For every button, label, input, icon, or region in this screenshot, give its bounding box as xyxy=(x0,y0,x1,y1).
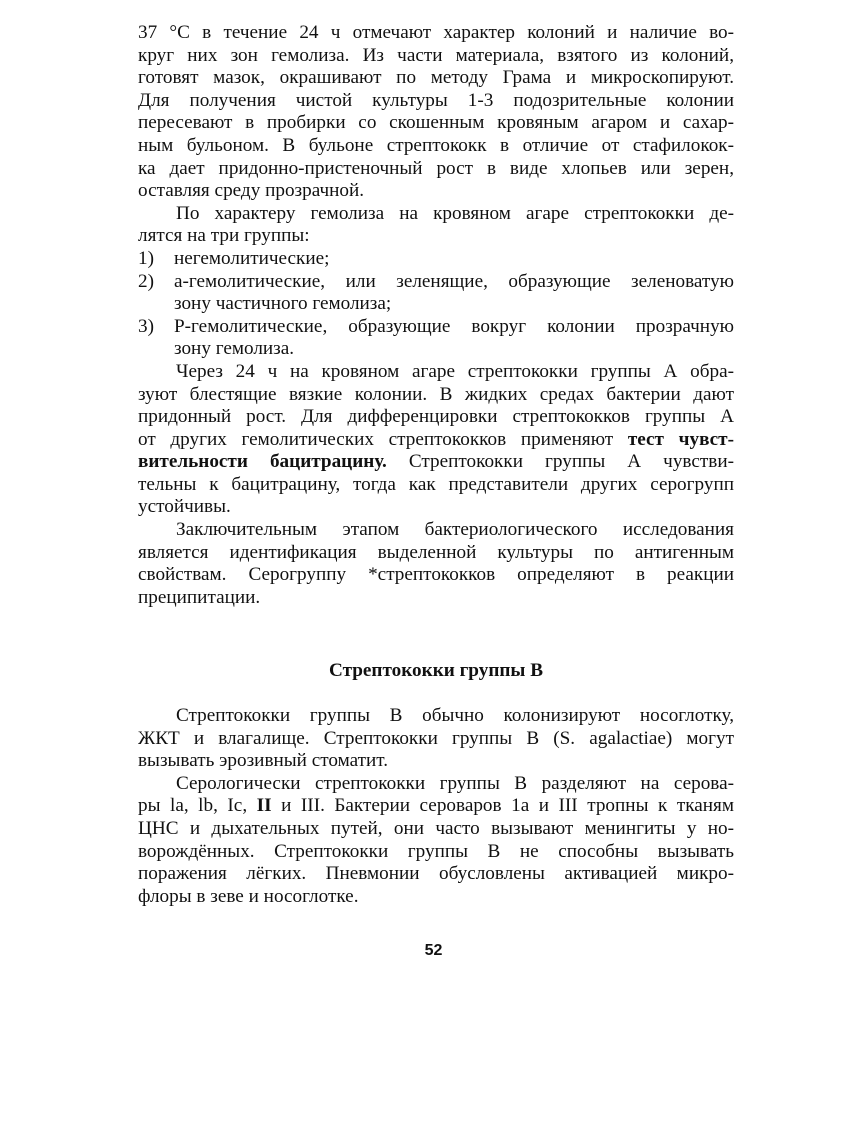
text-line: является идентификация выделенной культуры по антигенным xyxy=(138,541,734,563)
text-line: вызывать эрозивный стоматит. xyxy=(138,750,389,772)
list-item-number: 2) xyxy=(138,270,154,292)
list-item-number: 1) xyxy=(138,247,154,269)
list-item-text: а-гемолитические, или зеленящие, образующие зеленоватую xyxy=(174,270,734,292)
text-line xyxy=(138,795,734,818)
text-line xyxy=(138,429,734,452)
bold-term: II xyxy=(256,795,272,817)
text-run: от других гемолитических стрептококков применяют xyxy=(138,428,628,450)
page-body xyxy=(138,22,734,908)
text-line: придонный рост. Для дифференцировки стрептококков группы А xyxy=(138,406,734,428)
list-item xyxy=(138,316,734,339)
list-item xyxy=(138,271,734,294)
bold-term: тест чувст- xyxy=(627,428,734,450)
text-line: тельны к бацитрацину, тогда как представители других серогрупп xyxy=(138,473,734,495)
text-line: готовят мазок, окрашивают по методу Грама и микроскопируют. xyxy=(138,67,734,89)
text-line: ЖКТ и влагалище. Стрептококки группы В (S. agalactiae) могут xyxy=(138,727,734,749)
list-item-continuation: зону частичного гемолиза; xyxy=(174,293,392,315)
text-line: поражения лёгких. Пневмонии обусловлены активацией микро- xyxy=(138,863,734,885)
text-line: По характеру гемолиза на кровяном агаре стрептококки де- xyxy=(176,202,734,224)
text-line: преципитации. xyxy=(138,586,261,608)
list-item-text: негемолитические; xyxy=(174,247,330,269)
text-line: оставляя среду прозрачной. xyxy=(138,180,365,202)
page-number: 52 xyxy=(424,942,443,959)
list-item xyxy=(138,248,734,271)
text-line: Для получения чистой культуры 1-3 подозрительные колонии xyxy=(138,89,734,111)
hemolysis-group-list xyxy=(138,248,734,361)
list-item-text: Р-гемолитические, образующие вокруг колонии прозрачную xyxy=(174,315,734,337)
text-line: устойчивы. xyxy=(138,496,231,518)
text-line: ным бульоном. В бульоне стрептококк в отличие от стафилокок- xyxy=(138,134,734,156)
text-run: ры la, lb, Ic, xyxy=(138,795,257,817)
text-line: свойствам. Серогруппу *стрептококков определяют в реакции xyxy=(138,564,734,586)
text-line: пересевают в пробирки со скошенным кровяным агаром и сахар- xyxy=(138,112,734,134)
text-line: 37 °С в течение 24 ч отмечают характер колоний и наличие во- xyxy=(138,22,734,43)
paragraph xyxy=(138,203,734,248)
paragraph xyxy=(138,773,734,909)
paragraph xyxy=(138,22,734,203)
text-line: лятся на три группы: xyxy=(138,225,310,247)
list-item-number: 3) xyxy=(138,315,154,337)
text-line: Заключительным этапом бактериологического исследования xyxy=(176,519,734,541)
text-run: и III. Бактерии сероваров 1а и III тропны к тканям xyxy=(271,795,734,817)
text-line: круг них зон гемолиза. Из части материала, взятого из колоний, xyxy=(138,44,734,66)
text-line: ка дает придонно-пристеночный рост в виде хлопьев или зерен, xyxy=(138,157,734,179)
text-line: Серологически стрептококки группы В разделяют на серова- xyxy=(176,772,734,794)
text-line: флоры в зеве и носоглотке. xyxy=(138,885,359,907)
section-heading: Стрептококки группы В xyxy=(328,660,544,682)
text-line: Стрептококки группы В обычно колонизируют носоглотку, xyxy=(176,705,734,727)
text-run: Стрептококки группы А чувстви- xyxy=(386,451,734,473)
text-line: зуют блестящие вязкие колонии. В жидких средах бактерии дают xyxy=(138,383,734,405)
paragraph xyxy=(138,361,734,519)
text-line: ЦНС и дыхательных путей, они часто вызывают менингиты у но- xyxy=(138,818,734,839)
text-line: Через 24 ч на кровяном агаре стрептококки группы А обра- xyxy=(176,360,734,382)
text-line: ворождённых. Стрептококки группы В не способны вызывать xyxy=(138,840,734,862)
paragraph xyxy=(138,519,734,609)
bold-term: вительности бацитрацину. xyxy=(138,451,387,473)
text-line xyxy=(138,451,734,474)
list-item-continuation: зону гемолиза. xyxy=(174,338,295,360)
paragraph xyxy=(138,705,734,773)
